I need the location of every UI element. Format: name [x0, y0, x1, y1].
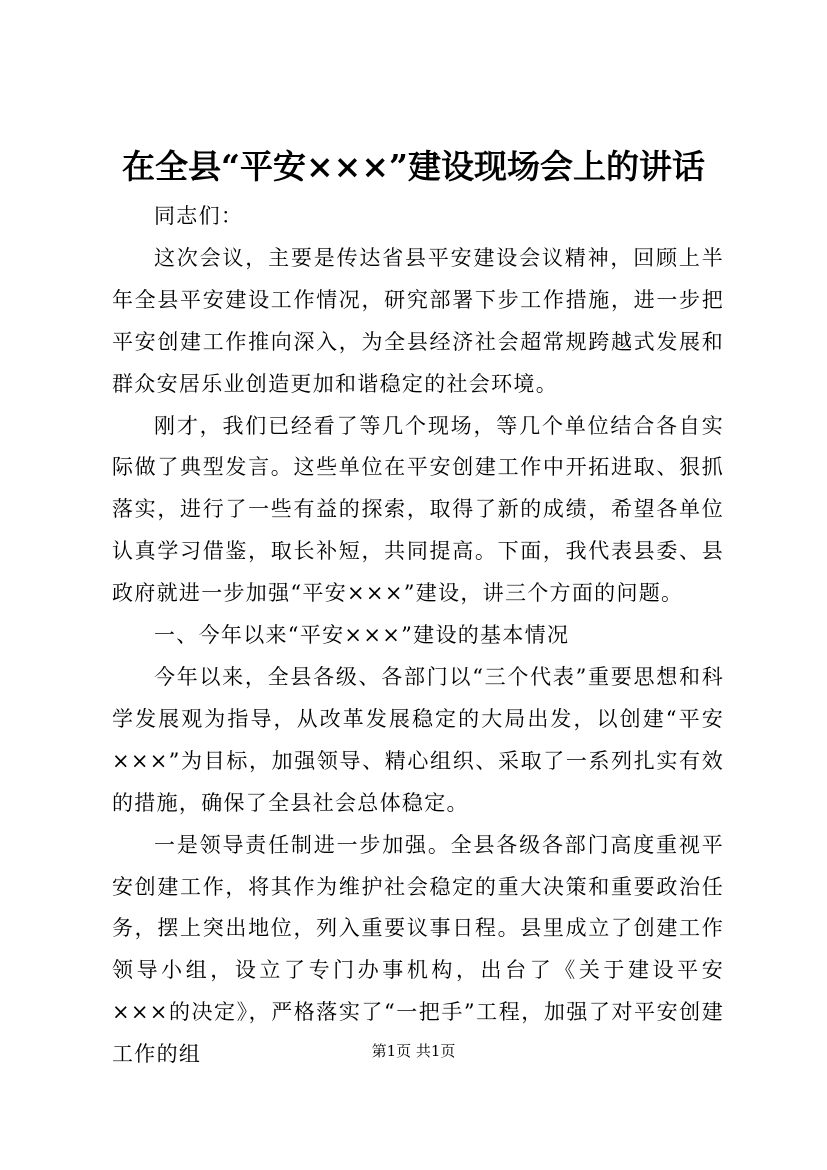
- paragraph-overview: 今年以来，全县各级、各部门以“三个代表”重要思想和科学发展观为指导，从改革发展稳定的大局出发，以创建“平安×××”为目标，加强领导、精心组织、采取了一系列扎实有效的措施，确保了全县社会总体稳定。: [112, 664, 724, 815]
- paragraph-meeting-purpose: 这次会议，主要是传达省县平安建设会议精神，回顾上半年全县平安建设工作情况，研究部署下步工作措施，进一步把平安创建工作推向深入，为全县经济社会超常规跨越式发展和群众安居乐业创造更加和谐稳定的社会环境。: [112, 245, 724, 396]
- paragraph-leadership: 一是领导责任制进一步加强。全县各级各部门高度重视平安创建工作，将其作为维护社会稳定的重大决策和重要政治任务，摆上突出地位，列入重要议事日程。县里成立了创建工作领导小组，设立了专门办事机构，出台了《关于建设平安×××的决定》，严格落实了“一把手”工程，加强了对平安创建工作的组: [112, 832, 724, 1067]
- section-heading-1: 一、今年以来“平安×××”建设的基本情况: [154, 623, 570, 648]
- document-body: [112, 196, 724, 1076]
- page-footer: 第1页 共1页: [371, 1042, 456, 1060]
- paragraph-salutation: 同志们：: [154, 204, 244, 228]
- paragraph-site-visits: 刚才，我们已经看了等几个现场，等几个单位结合各自实际做了典型发言。这些单位在平安创建工作中开拓进取、狠抓落实，进行了一些有益的探索，取得了新的成绩，希望各单位认真学习借鉴，取长补短，共同提高。下面，我代表县委、县政府就进一步加强“平安×××”建设，讲三个方面的问题。: [112, 413, 724, 606]
- document-title: 在全县“平安×××”建设现场会上的讲话: [122, 147, 705, 186]
